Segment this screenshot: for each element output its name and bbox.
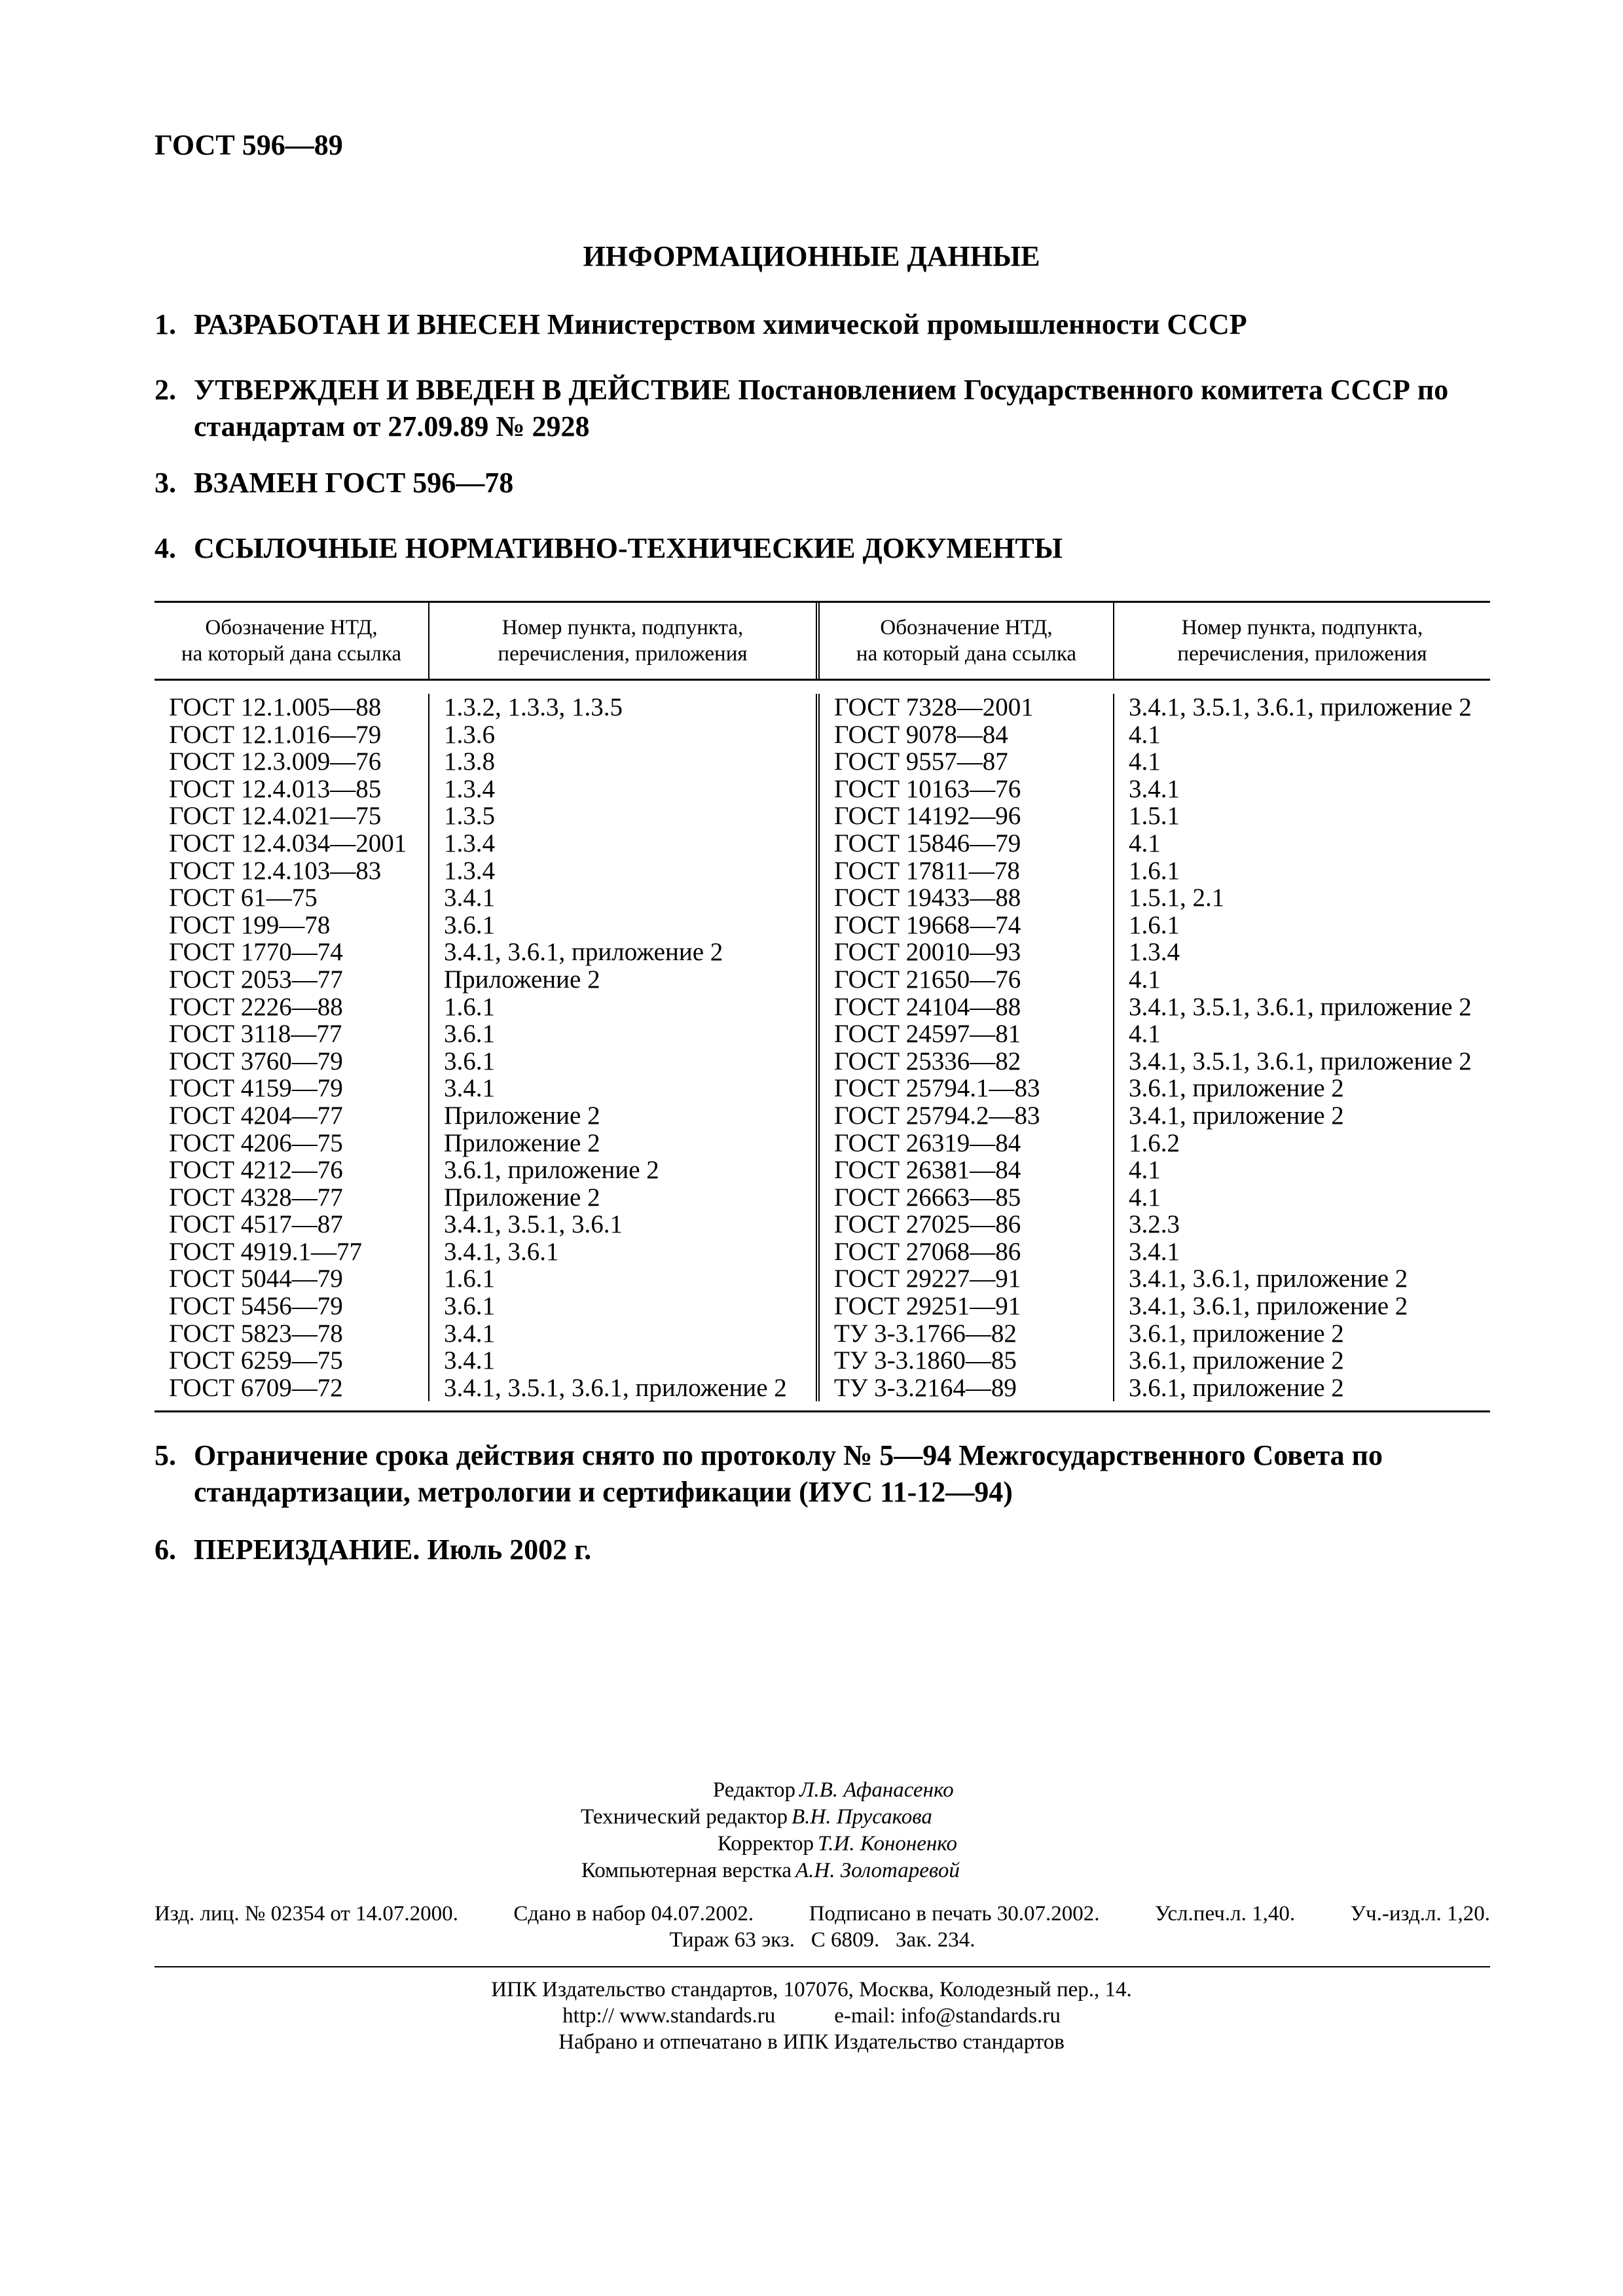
table-cell-ref: 3.6.1, приложение 2 — [1129, 1373, 1344, 1402]
item-1 — [155, 306, 1490, 343]
credit-role: Корректор — [717, 1832, 814, 1856]
column-right-docs — [820, 694, 1114, 1401]
item-heading: ВЗАМЕН ГОСТ 596—78 — [194, 467, 514, 499]
table-cell-ref: 1.6.2 — [1129, 1128, 1180, 1157]
table-cell-ref: Приложение 2 — [444, 965, 600, 994]
table-cell-doc: ГОСТ 2226—88 — [169, 992, 343, 1021]
table-cell-doc: ГОСТ 12.1.016—79 — [169, 720, 382, 749]
item-heading: РАЗРАБОТАН И ВНЕСЕН — [194, 308, 540, 340]
table-cell-doc: ГОСТ 4204—77 — [169, 1101, 343, 1130]
table-cell-ref: 3.4.1, 3.5.1, 3.6.1, приложение 2 — [1129, 992, 1472, 1021]
table-cell-ref: 3.4.1, 3.5.1, 3.6.1, приложение 2 — [1129, 693, 1472, 721]
table-cell-ref: 4.1 — [1129, 747, 1161, 776]
publisher-website-link[interactable]: http:// www.standards.ru — [562, 2004, 776, 2028]
imprint-pub-sheets: Уч.-изд.л. 1,20. — [1350, 1902, 1490, 1926]
credit-row — [0, 1804, 1623, 1831]
table-cell-doc: ГОСТ 26663—85 — [834, 1183, 1021, 1211]
table-cell-doc: ГОСТ 12.4.034—2001 — [169, 829, 407, 857]
table-cell-doc: ГОСТ 4919.1—77 — [169, 1237, 363, 1266]
table-cell-doc: ГОСТ 199—78 — [169, 910, 331, 939]
table-cell-doc: ГОСТ 15846—79 — [834, 829, 1021, 857]
table-cell-ref: 1.3.4 — [444, 774, 495, 803]
table-cell-doc: ГОСТ 3118—77 — [169, 1020, 342, 1049]
publisher — [0, 1977, 1623, 2055]
credit-name: А.Н. Золотаревой — [795, 1859, 960, 1882]
table-cell-ref: 3.4.1, 3.5.1, 3.6.1, приложение 2 — [1129, 1047, 1472, 1075]
table-cell-ref: 1.3.8 — [444, 747, 495, 776]
table-cell-ref: 1.5.1, 2.1 — [1129, 884, 1225, 912]
table-cell-doc: ГОСТ 5823—78 — [169, 1319, 343, 1348]
table-cell-doc: ГОСТ 4517—87 — [169, 1210, 343, 1239]
table-cell-ref: 1.3.6 — [444, 720, 495, 749]
table-cell-doc: ГОСТ 26381—84 — [834, 1156, 1021, 1185]
table-cell-ref: 1.3.5 — [444, 802, 495, 831]
table-cell-ref: 1.3.2, 1.3.3, 1.3.5 — [444, 693, 623, 721]
credits — [0, 1777, 1623, 1884]
table-cell-ref: 3.6.1 — [444, 1292, 495, 1321]
credit-role: Компьютерная верстка — [581, 1859, 792, 1882]
table-cell-doc: ГОСТ 17811—78 — [834, 856, 1020, 885]
table-cell-ref: Приложение 2 — [444, 1101, 600, 1130]
item-number: 4. — [155, 532, 176, 564]
credit-name: В.Н. Прусакова — [792, 1805, 932, 1829]
table-cell-ref: 1.6.1 — [444, 1265, 495, 1293]
table-cell-ref: 3.4.1, 3.5.1, 3.6.1 — [444, 1210, 623, 1239]
table-cell-doc: ГОСТ 25794.1—83 — [834, 1074, 1040, 1103]
table-cell-doc: ГОСТ 25794.2—83 — [834, 1101, 1040, 1130]
table-cell-doc: ГОСТ 4206—75 — [169, 1128, 343, 1157]
item-text: Постановлением Государственного комитета СССР по стандартам от 27.09.89 № 2928 — [194, 374, 1449, 442]
imprint-print-sheets: Усл.печ.л. 1,40. — [1155, 1902, 1296, 1926]
credit-role: Технический редактор — [581, 1805, 788, 1829]
credit-row — [0, 1857, 1623, 1884]
table-cell-doc: ГОСТ 25336—82 — [834, 1047, 1021, 1075]
table-cell-doc: ГОСТ 12.4.103—83 — [169, 856, 382, 885]
table-cell-ref: 3.6.1 — [444, 910, 495, 939]
publisher-email-link[interactable]: e-mail: info@standards.ru — [834, 2004, 1061, 2028]
header-doc-left: Обозначение НТД, на который дана ссылка — [155, 603, 429, 679]
table-cell-doc: ТУ 3-3.2164—89 — [834, 1373, 1017, 1402]
table-cell-doc: ГОСТ 7328—2001 — [834, 693, 1034, 721]
table-cell-doc: ГОСТ 1770—74 — [169, 938, 343, 967]
table-cell-ref: 3.4.1 — [444, 1346, 495, 1375]
table-cell-ref: 4.1 — [1129, 720, 1161, 749]
table-cell-doc: ГОСТ 4159—79 — [169, 1074, 343, 1103]
table-cell-doc: ГОСТ 19433—88 — [834, 884, 1021, 912]
table-cell-ref: 3.6.1, приложение 2 — [1129, 1074, 1344, 1103]
item-3 — [155, 465, 1490, 501]
item-6 — [155, 1532, 1490, 1568]
table-cell-doc: ГОСТ 2053—77 — [169, 965, 343, 994]
table-cell-doc: ГОСТ 21650—76 — [834, 965, 1021, 994]
table-header — [155, 603, 1490, 681]
table-cell-doc: ГОСТ 10163—76 — [834, 774, 1021, 803]
table-cell-doc: ГОСТ 14192—96 — [834, 802, 1021, 831]
table-cell-doc: ГОСТ 4328—77 — [169, 1183, 343, 1211]
header-doc-right: Обозначение НТД, на который дана ссылка — [820, 603, 1114, 679]
header-ref-right: Номер пункта, подпункта, перечисления, приложения — [1177, 616, 1427, 666]
imprint-circulation: Тираж 63 экз. С 6809. Зак. 234. — [669, 1928, 976, 1952]
item-heading: ПЕРЕИЗДАНИЕ. — [194, 1534, 420, 1566]
table-cell-ref: 3.6.1, приложение 2 — [1129, 1346, 1344, 1375]
table-cell-ref: 3.6.1 — [444, 1020, 495, 1049]
doc-title: ИНФОРМАЦИОННЫЕ ДАННЫЕ — [583, 240, 1040, 272]
table-cell-ref: 3.4.1 — [1129, 1237, 1180, 1266]
table-cell-doc: ГОСТ 19668—74 — [834, 910, 1021, 939]
table-cell-ref: 3.4.1, 3.6.1, приложение 2 — [1129, 1265, 1408, 1293]
imprint-signed: Подписано в печать 30.07.2002. — [809, 1902, 1100, 1926]
table-cell-ref: 4.1 — [1129, 1156, 1161, 1185]
table-cell-doc: ГОСТ 20010—93 — [834, 938, 1021, 967]
item-number: 3. — [155, 467, 176, 499]
table-cell-ref: 3.2.3 — [1129, 1210, 1180, 1239]
credit-name: Т.И. Кононенко — [818, 1832, 957, 1856]
table-cell-ref: 3.4.1 — [444, 1074, 495, 1103]
item-2 — [155, 372, 1490, 445]
imprint-typeset: Сдано в набор 04.07.2002. — [513, 1902, 754, 1926]
table-cell-ref: 1.6.1 — [444, 992, 495, 1021]
table-cell-ref: 4.1 — [1129, 829, 1161, 857]
table-cell-ref: 1.3.4 — [444, 829, 495, 857]
table-cell-doc: ГОСТ 29251—91 — [834, 1292, 1021, 1321]
reference-table — [155, 601, 1490, 1412]
item-heading: ССЫЛОЧНЫЕ НОРМАТИВНО-ТЕХНИЧЕСКИЕ ДОКУМЕНТЫ — [194, 532, 1063, 564]
credit-row — [0, 1777, 1623, 1804]
table-cell-doc: ТУ 3-3.1766—82 — [834, 1319, 1017, 1348]
table-cell-doc: ГОСТ 3760—79 — [169, 1047, 343, 1075]
item-heading: УТВЕРЖДЕН И ВВЕДЕН В ДЕЙСТВИЕ — [194, 374, 731, 406]
table-cell-doc: ГОСТ 24104—88 — [834, 992, 1021, 1021]
table-cell-ref: 4.1 — [1129, 965, 1161, 994]
imprint-license: Изд. лиц. № 02354 от 14.07.2000. — [155, 1902, 458, 1926]
table-cell-ref: 3.4.1, приложение 2 — [1129, 1101, 1344, 1130]
item-text: Министерством химической промышленности СССР — [539, 308, 1247, 340]
table-cell-doc: ГОСТ 29227—91 — [834, 1265, 1021, 1293]
table-cell-ref: 3.4.1, 3.6.1, приложение 2 — [1129, 1292, 1408, 1321]
table-cell-ref: 3.4.1 — [444, 1319, 495, 1348]
credit-role: Редактор — [712, 1778, 795, 1802]
table-cell-doc: ГОСТ 24597—81 — [834, 1020, 1021, 1049]
table-cell-doc: ГОСТ 9557—87 — [834, 747, 1008, 776]
imprint-line — [155, 1901, 1490, 1927]
table-cell-doc: ГОСТ 4212—76 — [169, 1156, 343, 1185]
header-ref-left: Номер пункта, подпункта, перечисления, приложения — [429, 603, 820, 679]
table-cell-doc: ГОСТ 27025—86 — [834, 1210, 1021, 1239]
table-cell-doc: ГОСТ 9078—84 — [834, 720, 1008, 749]
column-left-docs — [155, 694, 429, 1401]
item-5 — [155, 1437, 1490, 1511]
item-text: Июль 2002 г. — [420, 1534, 592, 1566]
table-cell-doc: ГОСТ 5044—79 — [169, 1265, 343, 1293]
table-cell-ref: 3.6.1, приложение 2 — [444, 1156, 659, 1185]
table-cell-doc: ГОСТ 26319—84 — [834, 1128, 1021, 1157]
table-cell-ref: 1.6.1 — [1129, 856, 1180, 885]
table-cell-doc: ГОСТ 12.1.005—88 — [169, 693, 382, 721]
table-cell-ref: 4.1 — [1129, 1183, 1161, 1211]
table-cell-ref: 4.1 — [1129, 1020, 1161, 1049]
item-text: Ограничение срока действия снято по протоколу № 5—94 Межгосударственного Совета по стандартизации, метрологии и сертификации (ИУС 11-12—94) — [194, 1439, 1383, 1508]
table-cell-doc: ГОСТ 6259—75 — [169, 1346, 343, 1375]
table-cell-doc: ТУ 3-3.1860—85 — [834, 1346, 1017, 1375]
table-cell-ref: 1.5.1 — [1129, 802, 1180, 831]
item-number: 5. — [155, 1439, 176, 1471]
table-cell-ref: 3.4.1, 3.6.1 — [444, 1237, 559, 1266]
table-cell-ref: 3.4.1 — [1129, 774, 1180, 803]
table-body — [155, 681, 1490, 1410]
table-cell-ref: 1.3.4 — [1129, 938, 1180, 967]
table-cell-ref: 3.6.1 — [444, 1047, 495, 1075]
item-4 — [155, 530, 1490, 567]
column-left-refs — [429, 694, 820, 1401]
table-cell-doc: ГОСТ 61—75 — [169, 884, 318, 912]
publisher-print-note: Набрано и отпечатано в ИПК Издательство стандартов — [558, 2030, 1065, 2054]
table-cell-doc: ГОСТ 12.3.009—76 — [169, 747, 382, 776]
item-number: 6. — [155, 1534, 176, 1566]
credit-row — [0, 1831, 1623, 1857]
page-code: ГОСТ 596—89 — [155, 129, 343, 161]
credit-name: Л.В. Афанасенко — [799, 1778, 954, 1802]
table-cell-ref: 3.6.1, приложение 2 — [1129, 1319, 1344, 1348]
table-cell-ref: 3.4.1, 3.6.1, приложение 2 — [444, 938, 723, 967]
divider — [155, 1966, 1490, 1967]
publisher-address: ИПК Издательство стандартов, 107076, Москва, Колодезный пер., 14. — [491, 1978, 1132, 2001]
table-cell-doc: ГОСТ 5456—79 — [169, 1292, 343, 1321]
table-cell-ref: 1.3.4 — [444, 856, 495, 885]
table-cell-ref: 1.6.1 — [1129, 910, 1180, 939]
publisher-contacts — [0, 2003, 1623, 2029]
table-cell-doc: ГОСТ 12.4.013—85 — [169, 774, 382, 803]
table-cell-doc: ГОСТ 27068—86 — [834, 1237, 1021, 1266]
imprint — [155, 1901, 1490, 1953]
table-cell-ref: 3.4.1 — [444, 884, 495, 912]
table-cell-ref: Приложение 2 — [444, 1183, 600, 1211]
item-number: 2. — [155, 374, 176, 406]
table-cell-doc: ГОСТ 6709—72 — [169, 1373, 343, 1402]
column-right-refs — [1114, 694, 1490, 1401]
table-cell-ref: Приложение 2 — [444, 1128, 600, 1157]
item-number: 1. — [155, 308, 176, 340]
table-cell-ref: 3.4.1, 3.5.1, 3.6.1, приложение 2 — [444, 1373, 787, 1402]
table-cell-doc: ГОСТ 12.4.021—75 — [169, 802, 382, 831]
